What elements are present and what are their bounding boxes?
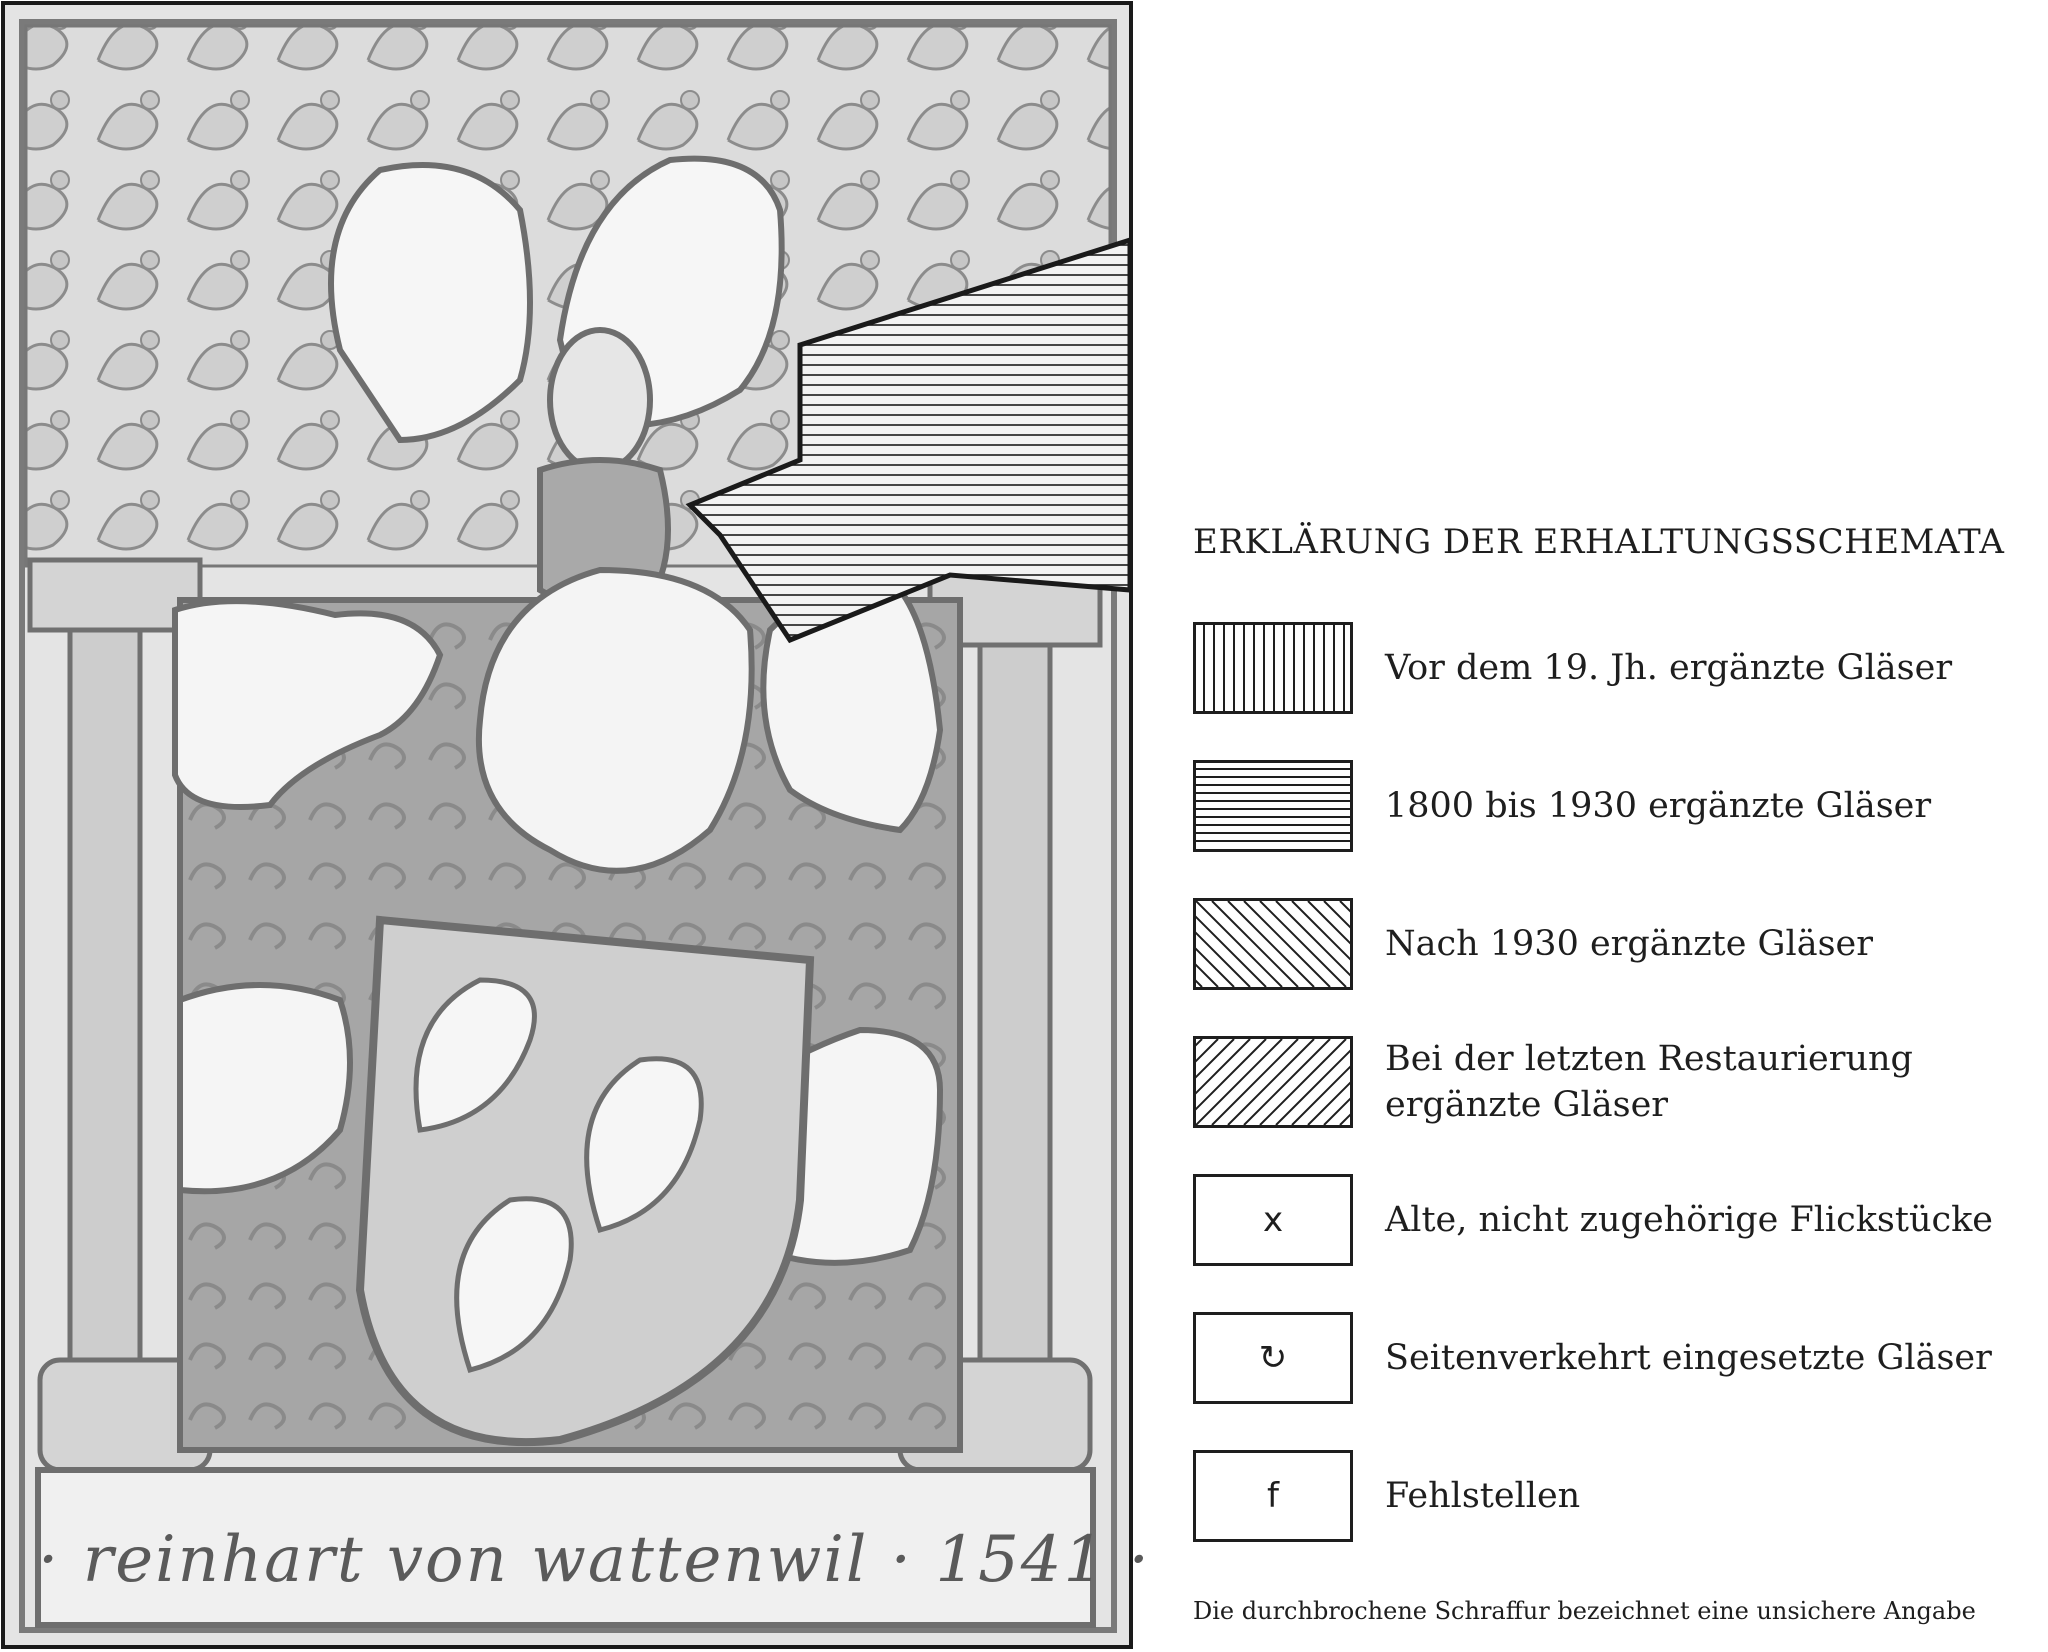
symbol-swatch bbox=[1193, 1450, 1353, 1542]
horizontal-hatch-icon bbox=[1196, 763, 1350, 849]
diagonal-down-hatch-icon bbox=[1196, 901, 1350, 987]
legend-label: Seitenverkehrt eingesetzte Gläser bbox=[1385, 1338, 1992, 1378]
rotate-arrow-icon: ↻ bbox=[1258, 1338, 1288, 1378]
legend-item-vor-19-jh bbox=[1185, 622, 2035, 722]
legend-item-nach-1930 bbox=[1185, 898, 2035, 998]
f-icon: f bbox=[1267, 1476, 1279, 1516]
legend-item-1800-1930 bbox=[1185, 760, 2035, 860]
inscription-text: · reinhart von wattenwil · 1541 · bbox=[38, 1523, 1151, 1597]
legend-item-flickstuecke bbox=[1185, 1174, 2035, 1274]
diagonal-down-hatch-swatch bbox=[1193, 898, 1353, 990]
diagonal-up-hatch-swatch bbox=[1193, 1036, 1353, 1128]
legend-item-fehlstellen bbox=[1185, 1450, 2035, 1550]
legend bbox=[1185, 0, 2035, 1652]
helmet bbox=[479, 570, 752, 871]
legend-item-seitenverkehrt bbox=[1185, 1312, 2035, 1412]
vertical-hatch-swatch bbox=[1193, 622, 1353, 714]
legend-label: Fehlstellen bbox=[1385, 1476, 1581, 1516]
x-icon: x bbox=[1262, 1200, 1284, 1240]
legend-title: ERKLÄRUNG DER ERHALTUNGSSCHEMATA bbox=[1193, 522, 2005, 562]
horizontal-hatch-swatch bbox=[1193, 760, 1353, 852]
legend-item-letzte-restaurierung bbox=[1185, 1036, 2035, 1136]
legend-label: Bei der letzten Restaurierung ergänzte Gläser bbox=[1385, 1039, 1913, 1125]
legend-label: Alte, nicht zugehörige Flickstücke bbox=[1385, 1200, 1994, 1240]
legend-label: Vor dem 19. Jh. ergänzte Gläser bbox=[1385, 648, 1953, 688]
symbol-swatch bbox=[1193, 1312, 1353, 1404]
legend-label: Nach 1930 ergänzte Gläser bbox=[1385, 924, 1873, 964]
symbol-swatch bbox=[1193, 1174, 1353, 1266]
diagonal-up-hatch-icon bbox=[1196, 1039, 1350, 1125]
vertical-hatch-icon bbox=[1196, 625, 1350, 711]
legend-label: 1800 bis 1930 ergänzte Gläser bbox=[1385, 786, 1932, 826]
legend-note: Die durchbrochene Schraffur bezeichnet eine unsichere Angabe bbox=[1193, 1597, 1976, 1625]
